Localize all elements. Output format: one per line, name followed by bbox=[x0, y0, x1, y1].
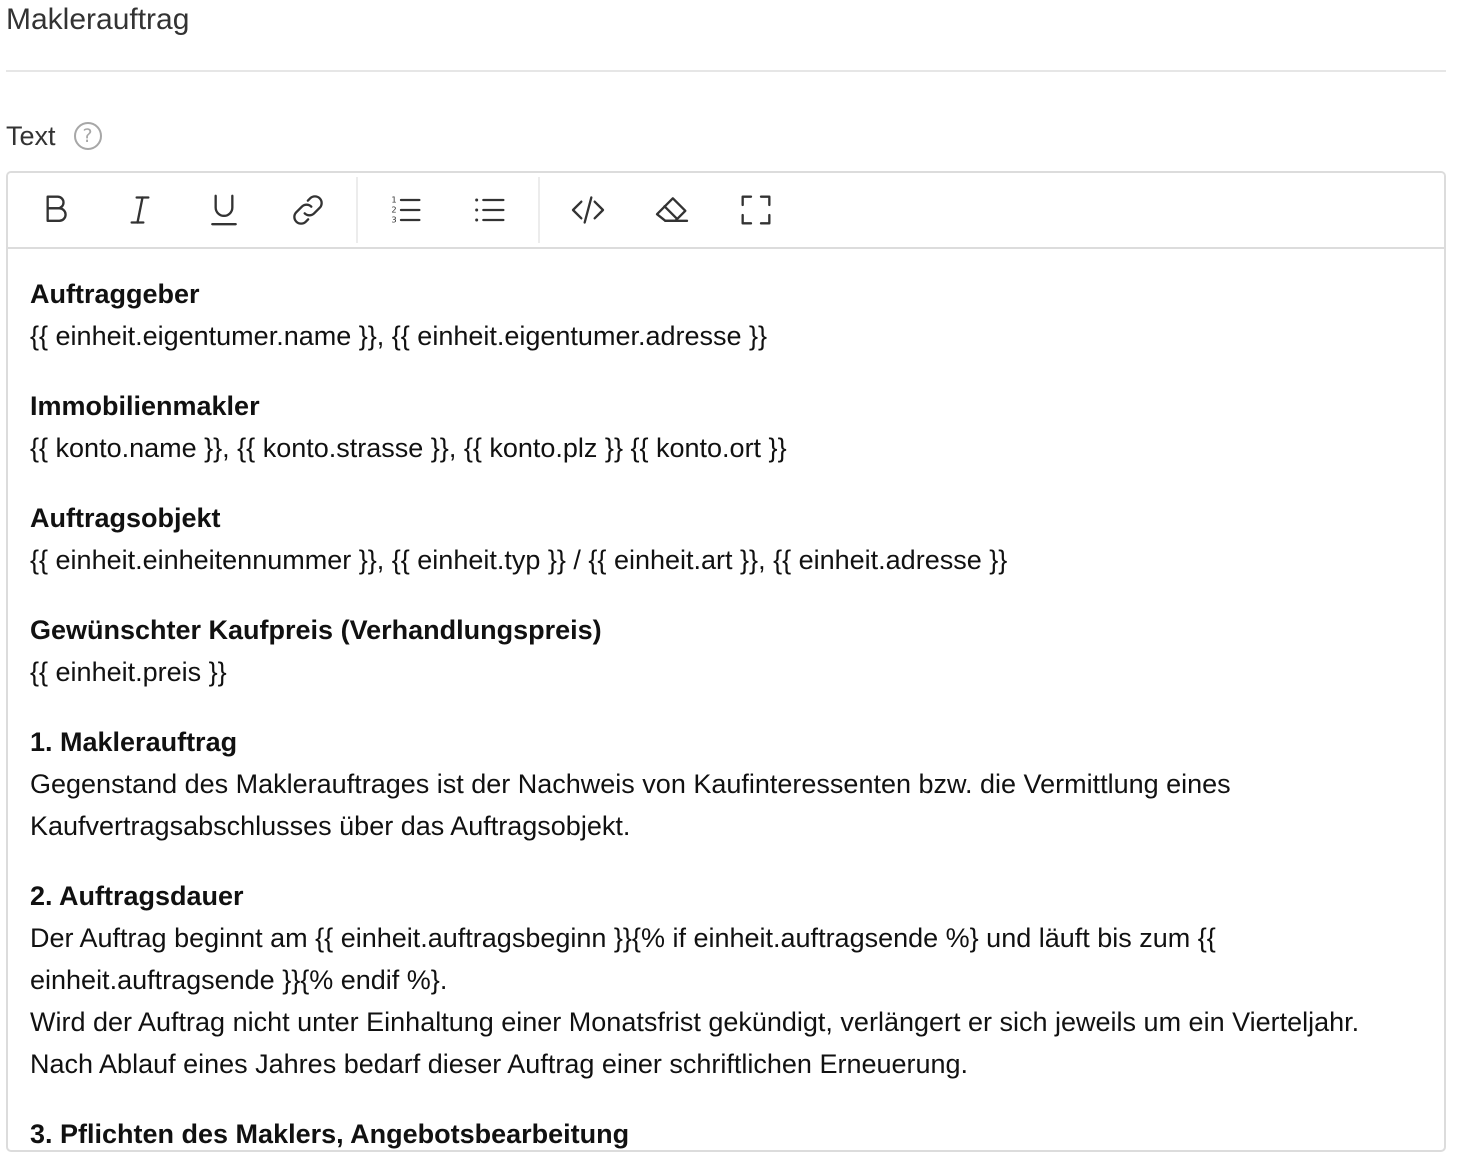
section-title: Auftragsobjekt bbox=[30, 503, 221, 533]
link-icon bbox=[288, 190, 328, 230]
section-text: {{ einheit.einheitennummer }}, {{ einheit.typ }} / {{ einheit.art }}, {{ einheit.adresse }} bbox=[30, 545, 1008, 575]
section-title: Auftraggeber bbox=[30, 279, 200, 309]
bold-icon bbox=[36, 190, 76, 230]
section-text: {{ konto.name }}, {{ konto.strasse }}, {{ konto.plz }} {{ konto.ort }} bbox=[30, 433, 787, 463]
code-icon bbox=[568, 190, 608, 230]
underline-icon bbox=[204, 190, 244, 230]
section-text: Wird der Auftrag nicht unter Einhaltung einer Monatsfrist gekündigt, verlängert er sich jeweils um ein Vierteljahr. Nach Ablauf eines Jahres bedarf dieser Auftrag einer schriftlichen Erneuerung. bbox=[30, 1007, 1367, 1079]
section-text: Der Auftrag beginnt am {{ einheit.auftragsbeginn }}{% if einheit.auftragsende %} und läuft bis zum {{ einheit.auftragsende }}{% endif %}. bbox=[30, 923, 1224, 995]
field-label-row bbox=[6, 118, 102, 154]
field-label: Text bbox=[6, 120, 56, 151]
toolbar-separator bbox=[356, 177, 358, 243]
italic-button[interactable] bbox=[104, 180, 176, 240]
section-text: {{ einheit.eigentumer.name }}, {{ einheit.eigentumer.adresse }} bbox=[30, 321, 768, 351]
section-maklerauftrag bbox=[30, 721, 1422, 847]
section-immobilienmakler bbox=[30, 385, 1422, 469]
section-text: Gegenstand des Maklerauftrages ist der Nachweis von Kaufinteressenten bzw. die Vermittlung eines Kaufvertragsabschlusses über das Auftragsobjekt. bbox=[30, 769, 1239, 841]
section-title: Gewünschter Kaufpreis (Verhandlungspreis) bbox=[30, 615, 602, 645]
section-auftraggeber bbox=[30, 273, 1422, 357]
link-button[interactable] bbox=[272, 180, 344, 240]
section-title: 3. Pflichten des Maklers, Angebotsbearbeitung bbox=[30, 1119, 630, 1149]
bold-button[interactable] bbox=[20, 180, 92, 240]
ordered-list-icon bbox=[386, 190, 426, 230]
toolbar-group-misc bbox=[546, 173, 798, 247]
svg-text:3: 3 bbox=[391, 214, 397, 225]
section-title: 2. Auftragsdauer bbox=[30, 881, 244, 911]
fullscreen-button[interactable] bbox=[720, 180, 792, 240]
editor-toolbar bbox=[8, 173, 1444, 249]
svg-text:1: 1 bbox=[391, 194, 397, 205]
section-pflichten bbox=[30, 1113, 1422, 1152]
help-circle-icon[interactable]: ? bbox=[74, 122, 102, 150]
section-auftragsdauer bbox=[30, 875, 1422, 1085]
fullscreen-icon bbox=[736, 190, 776, 230]
svg-text:2: 2 bbox=[391, 204, 397, 215]
section-title: 1. Maklerauftrag bbox=[30, 727, 238, 757]
section-title: Immobilienmakler bbox=[30, 391, 260, 421]
clear-format-button[interactable] bbox=[636, 180, 708, 240]
page-title: Maklerauftrag bbox=[6, 3, 190, 36]
toolbar-separator bbox=[538, 177, 540, 243]
toolbar-group-lists bbox=[364, 173, 532, 247]
editor-content[interactable] bbox=[8, 249, 1444, 1152]
bullet-list-button[interactable] bbox=[454, 180, 526, 240]
section-kaufpreis bbox=[30, 609, 1422, 693]
section-auftragsobjekt bbox=[30, 497, 1422, 581]
rich-text-editor bbox=[6, 171, 1446, 1152]
code-view-button[interactable] bbox=[552, 180, 624, 240]
ordered-list-button[interactable] bbox=[370, 180, 442, 240]
italic-icon bbox=[120, 190, 160, 230]
bullet-list-icon bbox=[470, 190, 510, 230]
underline-button[interactable] bbox=[188, 180, 260, 240]
eraser-icon bbox=[652, 190, 692, 230]
toolbar-group-format bbox=[14, 173, 350, 247]
section-text: {{ einheit.preis }} bbox=[30, 657, 227, 687]
title-divider bbox=[6, 70, 1446, 72]
